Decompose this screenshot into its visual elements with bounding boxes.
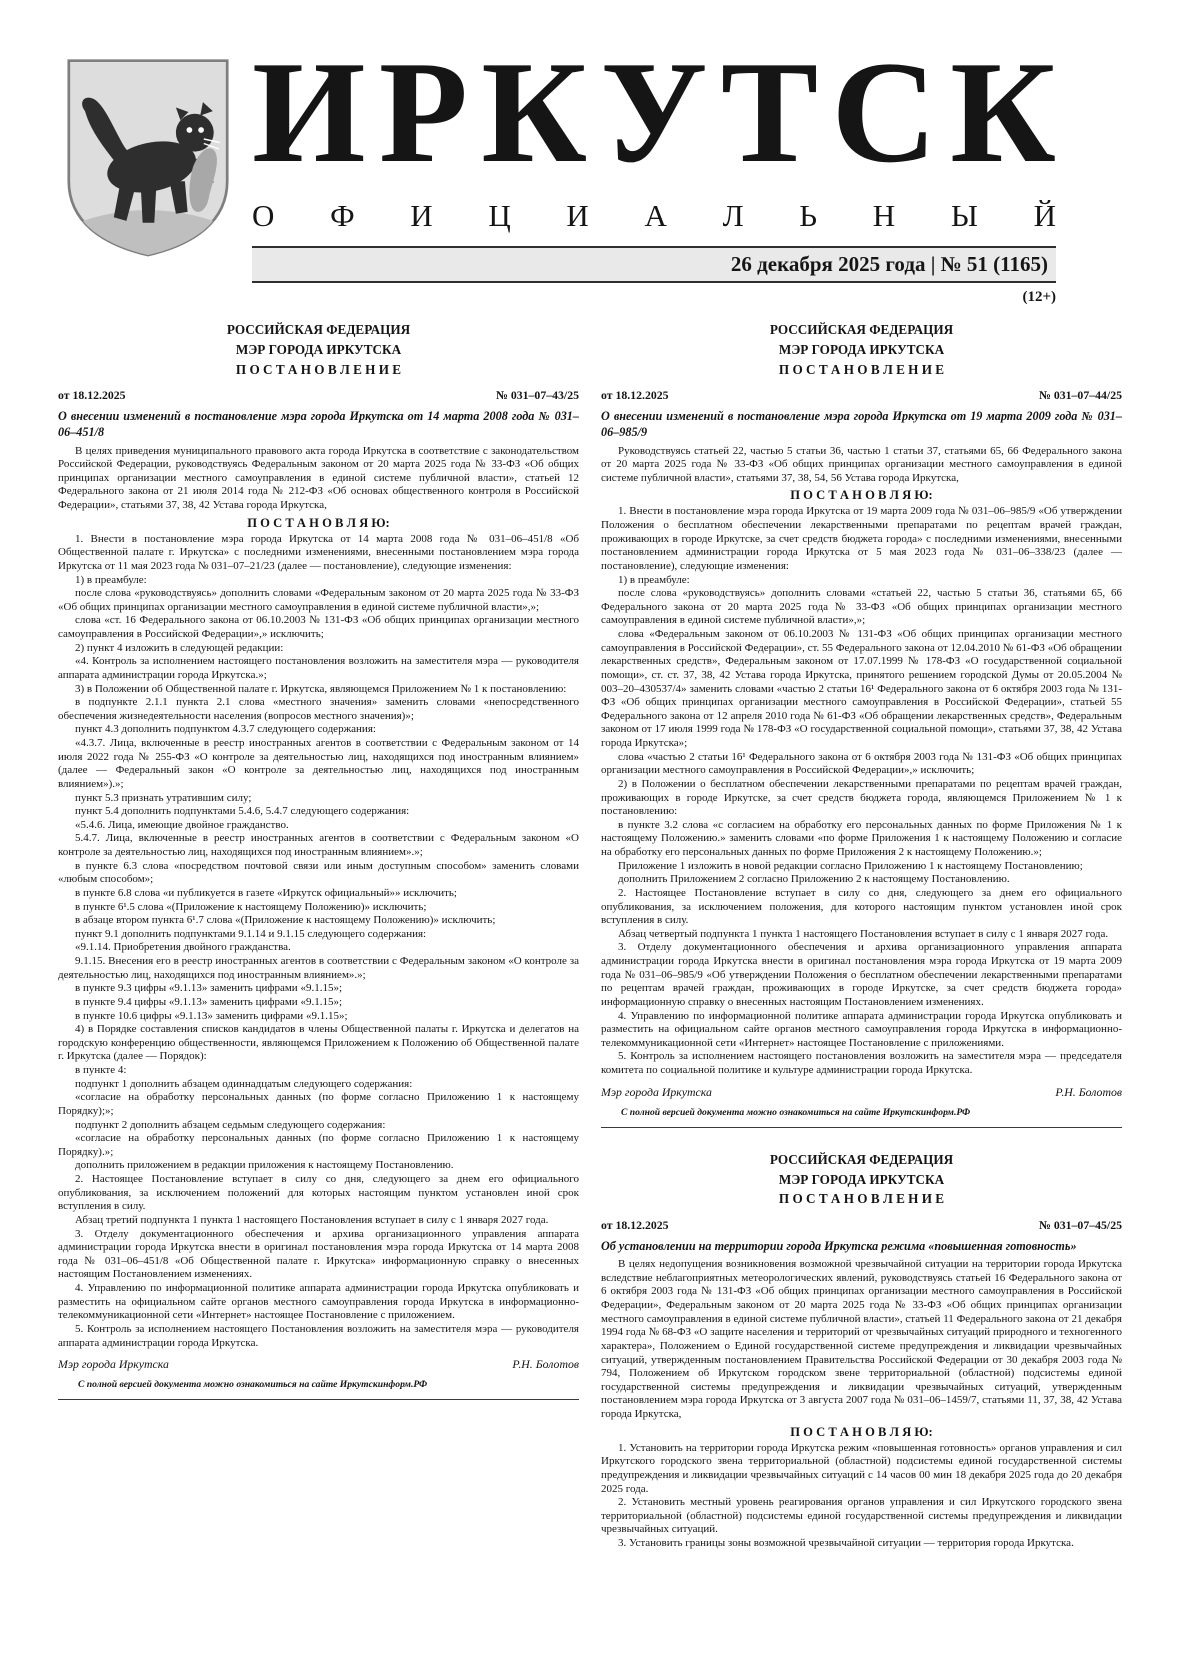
paragraph: Руководствуясь статьей 22, частью 5 статьи 36, частью 1 статьи 37, статьями 65, 66 Федерального закона от 20 марта 2025 года № 33-ФЗ «Об общих принципах организации местного самоуправления в единой системе публичной власти», статьями 37, 38, 54, 56 Устава города Иркутска, <box>601 444 1122 484</box>
doc-divider <box>58 1399 579 1400</box>
masthead-letter: К <box>950 31 1056 193</box>
doc-number: № 031–07–43/25 <box>496 388 579 403</box>
resolve-heading: П О С Т А Н О В Л Я Ю: <box>247 515 390 530</box>
masthead-letter: Й <box>1033 198 1056 233</box>
column-left <box>58 320 579 1422</box>
paragraph: подпункт 1 дополнить абзацем одиннадцатым следующего содержания: <box>75 1077 413 1090</box>
paragraph: дополнить приложением в редакции приложения к настоящему Постановлению. <box>75 1159 454 1172</box>
doc-body <box>601 445 1122 1078</box>
paragraph: «5.4.6. Лица, имеющие двойное гражданство. <box>75 818 289 831</box>
doc-date: от 18.12.2025 <box>58 388 126 403</box>
paragraph: 4. Управлению по информационной политике аппарата администрации города Иркутска опубликовать и разместить на официальном сайте органов местного самоуправления города Иркутска в информационно-телекоммуникационной сети «Интернет» настоящее Постановление с приложением. <box>58 1282 579 1322</box>
masthead-letter: И <box>410 198 433 233</box>
paragraph: 3. Отделу документационного обеспечения и архива организационного управления аппарата администрации города Иркутска внести в оригинал постановления мэра города Иркутска от 14 марта 2008 года № 031–06–451/8 «Об Общественной палате г. Иркутска» информационную справку о внесенных настоящим Постановлением изменениях. <box>58 1227 579 1281</box>
paragraph: 1) в преамбуле: <box>618 573 690 586</box>
paragraph: подпункт 2 дополнить абзацем седьмым следующего содержания: <box>75 1118 386 1131</box>
paragraph: 3. Установить границы зоны возможной чрезвычайной ситуации — территория города Иркутска. <box>618 1537 1074 1550</box>
age-rating-badge: (12+) <box>1022 289 1056 305</box>
doc-org-line-mayor: МЭР ГОРОДА ИРКУТСКА <box>235 341 402 357</box>
footnote: С полной версией документа можно ознакомиться на сайте Иркутскинформ.РФ <box>78 1379 428 1391</box>
doc-date: от 18.12.2025 <box>601 388 669 403</box>
signature-name: Р.Н. Болотов <box>1055 1084 1122 1099</box>
masthead-letter: О <box>252 198 275 233</box>
paragraph: 1. Внести в постановление мэра города Иркутска от 14 марта 2008 года № 031–06–451/8 «Об Общественной палате г. Иркутска» с последними изменениями, внесенными постановлением мэра города Иркутска от 11 мая 2023 года № 031–07–21/23 (далее — постановление), следующие изменения: <box>58 532 579 572</box>
masthead-titles <box>252 31 1056 306</box>
doc-org-line-country: РОССИЙСКАЯ ФЕДЕРАЦИЯ <box>769 322 954 337</box>
paragraph: В целях приведения муниципального правового акта города Иркутска в соответствие с законодательством Российской Федерации, руководствуясь Федеральным законом от 20 марта 2025 года № 33-ФЗ «Об общих принципах организации местного самоуправления в единой системе публичной власти», статьей 12 Федерального закона от 21 июля 2014 года № 212-ФЗ «Об основах общественного контроля в Российской Федерации», статьями 37, 38, 42 Устава города Иркутска, <box>58 444 579 512</box>
paragraph: дополнить Приложением 2 согласно Приложению 2 к настоящему Постановлению. <box>618 873 1010 886</box>
paragraph: в подпункте 2.1.1 пункта 2.1 слова «местного значения» заменить словами «непосредственного обеспечения жизнедеятельности населения (вопросов местного значения)»; <box>58 696 579 722</box>
paragraph: в пункте 9.4 цифры «9.1.13» заменить цифрами «9.1.15»; <box>75 995 343 1008</box>
paragraph: «согласие на обработку персональных данных (по форме согласно Приложению 1 к настоящему Порядку).»; <box>58 1132 579 1158</box>
paragraph: в пункте 3.2 слова «с согласием на обработку его персональных данных по форме Приложения № 1 к настоящему Положению.» заменить словами «по форме Приложения 1 к настоящему Положению и согласие на обработку его персональных данных по форме Приложения 2 к настоящему Положению.»; <box>601 818 1122 859</box>
doc-meta-row <box>601 1218 1122 1233</box>
paragraph: 5.4.7. Лица, включенные в реестр иностранных агентов в соответствии с Федеральным законом «О контроле за деятельностью лиц, находящихся под иностранным влиянием».»; <box>58 832 579 859</box>
paragraph: в абзаце втором пункта 6¹.7 слова «(Приложение к настоящему Положению)» исключить; <box>75 914 496 927</box>
paragraph: в пункте 10.6 цифры «9.1.13» заменить цифрами «9.1.15»; <box>75 1009 348 1022</box>
paragraph: 1. Внести в постановление мэра города Иркутска от 19 марта 2009 года № 031–06–985/9 «Об утверждении Положения о бесплатном обеспечении лекарственными препаратами по рецептам врачей граждан, проживающих в городе Иркутске, за счет средств бюджета города» с последними изменениями, внесенными постановлением администрации города Иркутска от 5 мая 2023 года № 031–06–338/23 (далее — постановление), следующие изменения: <box>601 505 1122 572</box>
paragraph: в пункте 4: <box>75 1064 127 1077</box>
paragraph: 4) в Порядке составления списков кандидатов в члены Общественной палаты г. Иркутска и делегатов на городскую конференцию общественности, являющемся Приложением к Положению об Общественной палате г. Иркутска (далее — Порядок): <box>58 1023 579 1063</box>
paragraph: 2. Настоящее Постановление вступает в силу со дня, следующего за днем его официального опубликования, за исключением положений для которых настоящим пунктом установлен иной срок вступления в силу. <box>58 1173 579 1213</box>
paragraph: 9.1.15. Внесения его в реестр иностранных агентов в соответствии с Федеральным законом «О контроле за деятельностью лиц, находящихся под иностранным влиянием».»; <box>58 955 579 981</box>
paragraph: 2) в Положении о бесплатном обеспечении лекарственными препаратами по рецептам врачей граждан, проживающих в городе Иркутске, за счет средств бюджета города, являющемся Приложением № 1 к постановлению: <box>601 777 1122 818</box>
doc-org-line-mayor: МЭР ГОРОДА ИРКУТСКА <box>778 1171 945 1187</box>
paragraph: пункт 5.4 дополнить подпунктами 5.4.6, 5.4.7 следующего содержания: <box>75 805 410 818</box>
doc-org-header <box>58 320 579 379</box>
masthead-letter: А <box>644 198 667 233</box>
issue-date-number: 26 декабря 2025 года | № 51 (1165) <box>730 252 1048 276</box>
masthead-letter: И <box>252 31 366 193</box>
paragraph: в пункте 6.3 слова «посредством почтовой связи или иным доступным способом» заменить словами «любым способом»; <box>58 859 579 886</box>
paragraph: пункт 9.1 дополнить подпунктами 9.1.14 и 9.1.15 следующего содержания: <box>75 927 427 940</box>
footnote: С полной версией документа можно ознакомиться на сайте Иркутскинформ.РФ <box>621 1106 971 1118</box>
newspaper-title <box>252 31 1056 193</box>
masthead-letter: Ц <box>488 198 511 233</box>
doc-meta-row <box>58 388 579 403</box>
doc-number: № 031–07–45/25 <box>1039 1218 1122 1233</box>
doc-title: О внесении изменений в постановление мэра города Иркутска от 14 марта 2008 года № 031–06–451/8 <box>58 409 579 440</box>
paragraph: слова «ст. 16 Федерального закона от 06.10.2003 № 131-ФЗ «Об общих принципах организации местного самоуправления в Российской Федерации»,» исключить; <box>58 614 579 641</box>
paragraph: 1. Установить на территории города Иркутска режим «повышенная готовность» органов управления и сил Иркутского городского звена территориальной (областной) подсистемы единой государственной системы предупреждения и ликвидации чрезвычайных ситуаций с 14 часов 00 мин 18 декабря 2025 года до 20 декабря 2025 года. <box>601 1441 1122 1495</box>
paragraph: 5. Контроль за исполнением настоящего Постановления возложить на заместителя мэра — руководителя аппарата администрации города Иркутска. <box>58 1322 579 1349</box>
masthead-letter: Н <box>872 198 896 233</box>
paragraph: «4.3.7. Лица, включенные в реестр иностранных агентов в соответствии с Федеральным законом от 14 июля 2022 года № 255-ФЗ «О контроле за деятельностью лиц, находящихся под иностранным влиянием» (далее — Федеральный закон «О контроле за деятельностью лиц, находящихся под иностранным влиянием»).»; <box>58 737 579 790</box>
resolution-document <box>601 320 1122 1128</box>
doc-org-line-country: РОССИЙСКАЯ ФЕДЕРАЦИЯ <box>226 322 411 337</box>
paragraph: после слова «руководствуясь» дополнить словами «статьей 22, частью 5 статьи 36, статьями 65, 66 Федерального закона от 20 марта 2025 года № 33-ФЗ «Об общих принципах организации местного самоуправления в единой системе публичной власти»,»; <box>601 587 1122 627</box>
column-right <box>601 320 1122 1573</box>
masthead-letter: Р <box>378 31 469 193</box>
doc-org-line-type: П О С Т А Н О В Л Е Н И Е <box>778 361 945 377</box>
paragraph: Приложение 1 изложить в новой редакции согласно Приложению 1 к настоящему Постановлению; <box>618 859 1083 872</box>
paragraph: Абзац четвертый подпункта 1 пункта 1 настоящего Постановления вступает в силу с 1 января 2027 года. <box>618 927 1109 940</box>
paragraph: пункт 5.3 признать утратившим силу; <box>75 791 252 804</box>
paragraph: 2) пункт 4 изложить в следующей редакции: <box>75 641 284 654</box>
paragraph: в пункте 6¹.5 слова «(Приложение к настоящему Положению)» исключить; <box>75 900 427 913</box>
paragraph: 1) в преамбуле: <box>75 573 147 586</box>
signature-role: Мэр города Иркутска <box>58 1357 169 1372</box>
paragraph: после слова «руководствуясь» дополнить словами «Федеральным законом от 20 марта 2025 года № 33-ФЗ «Об общих принципах организации местного самоуправления в единой системе публичной власти»,»; <box>58 587 579 613</box>
paragraph: в пункте 9.3 цифры «9.1.13» заменить цифрами «9.1.15»; <box>75 982 343 995</box>
doc-date: от 18.12.2025 <box>601 1218 669 1233</box>
paragraph: пункт 4.3 дополнить подпунктом 4.3.7 следующего содержания: <box>75 723 376 736</box>
doc-org-line-type: П О С Т А Н О В Л Е Н И Е <box>235 361 402 377</box>
doc-number: № 031–07–44/25 <box>1039 388 1122 403</box>
masthead-letter: С <box>831 31 937 193</box>
paragraph: 4. Управлению по информационной политике аппарата администрации города Иркутска опубликовать и разместить на официальном сайте органов местного самоуправления города Иркутска в информационно-телекоммуникационной сети «Интернет» настоящее Постановление с приложениями. <box>601 1009 1122 1049</box>
irkutsk-coat-of-arms-logo <box>58 42 238 272</box>
paragraph: Абзац третий подпункта 1 пункта 1 настоящего Постановления вступает в силу с 1 января 2027 года. <box>75 1213 549 1226</box>
paragraph: 3. Отделу документационного обеспечения и архива организационного управления аппарата администрации города Иркутска внести в оригинал постановления мэра города Иркутска от 19 марта 2009 года № 031–06–985/9 «Об утверждении Положения о бесплатном обеспечении лекарственными препаратами по рецептам врачей граждан, проживающих в городе Иркутске, за счет средств бюджета города» информационную справку о внесенных настоящим Постановлением изменениях. <box>601 941 1122 1008</box>
paragraph: 3) в Положении об Общественной палате г. Иркутска, являющемся Приложением № 1 к постановлению: <box>75 682 567 695</box>
paragraph: «согласие на обработку персональных данных (по форме согласно Приложению 1 к настоящему Порядку);»; <box>58 1091 579 1117</box>
resolution-document <box>58 320 579 1400</box>
signature-role: Мэр города Иркутска <box>601 1084 712 1099</box>
doc-meta-row <box>601 388 1122 403</box>
resolve-heading: П О С Т А Н О В Л Я Ю: <box>790 488 933 503</box>
signature-row <box>601 1085 1122 1100</box>
resolve-heading: П О С Т А Н О В Л Я Ю: <box>790 1424 933 1439</box>
masthead-letter: Ы <box>950 198 978 233</box>
paragraph: 2. Установить местный уровень реагирования органов управления и сил Иркутского городского звена территориальной (областной) подсистемы единой государственной системы предупреждения и ликвидации чрезвычайных ситуаций. <box>601 1496 1122 1536</box>
issue-bar <box>252 246 1056 283</box>
masthead-letter: Т <box>720 31 819 193</box>
paragraph: «9.1.14. Приобретения двойного гражданства. <box>75 941 291 954</box>
doc-org-line-mayor: МЭР ГОРОДА ИРКУТСКА <box>778 341 945 357</box>
doc-org-header <box>601 1150 1122 1209</box>
newspaper-subtitle <box>252 200 1056 231</box>
paragraph: В целях недопущения возникновения возможной чрезвычайной ситуации на территории города Иркутска вследствие неблагоприятных метеорологических явлений, руководствуясь статьей 16 Федерального закона от 6 октября 2003 года № 131-ФЗ «Об общих принципах организации местного самоуправления в Российской Федерации», Федеральным законом от 20 марта 2025 года № 33-ФЗ «Об общих принципах организации местного самоуправления в единой системе публичной власти», статьей 11 Федерального закона от 21 декабря 1994 года № 68-ФЗ «О защите населения и территорий от чрезвычайных ситуаций природного и техногенного характера», Положением о Единой государственной системе предупреждения и ликвидации чрезвычайных ситуаций, утвержденным постановлением Правительства Российской Федерации от 30 декабря 2003 года № 794, Положением об Иркутском городском звене территориальной (областной) подсистемы единой государственной системы предупреждения и ликвидации чрезвычайных ситуаций, утвержденным постановлением мэра города Иркутска от 3 августа 2007 года № 031–06–1459/7, статьями 11, 37, 38, 42 Устава города Иркутска, <box>601 1258 1122 1421</box>
masthead-letter: Л <box>722 198 744 233</box>
masthead-letter: К <box>481 31 588 193</box>
paragraph: слова «частью 2 статьи 16¹ Федерального закона от 6 октября 2003 года № 131-ФЗ «Об общих принципах организации местного самоуправления в Российской Федерации»,» исключить; <box>601 750 1122 777</box>
doc-org-line-country: РОССИЙСКАЯ ФЕДЕРАЦИЯ <box>769 1151 954 1167</box>
masthead-letter: Ф <box>330 198 355 233</box>
paragraph: 2. Настоящее Постановление вступает в силу со дня, следующего за днем его официального опубликования, за исключением положения, для которого настоящим пунктом установлен иной срок вступления в силу. <box>601 886 1122 927</box>
document-columns <box>58 320 1122 1573</box>
masthead-letter: У <box>600 31 708 193</box>
masthead-letter: И <box>566 198 589 233</box>
doc-org-header <box>601 320 1122 379</box>
paragraph: слова «Федеральным законом от 06.10.2003 № 131-ФЗ «Об общих принципах организации местного самоуправления в Российской Федерации», ст. 55 Федерального закона от 12.04.2010 № 61-ФЗ «Об обращении лекарственных средств», Федеральным законом от 17.07.1999 № 178-ФЗ «О государственной социальной помощи», ст. ст. 37, 38, 42 Устава города Иркутска, принятого решением городской Думы от 20.05.2004 № 003–20–430537/4» заменить словами «частью 2 статьи 16¹ Федерального закона от 6 октября 2003 года № 131-ФЗ «Об общих принципах организации местного самоуправления в Российской Федерации», статьей 55 Федерального закона от 12 апреля 2010 года № 61-ФЗ «Об обращении лекарственных средств», Федеральным законом от 17 июля 1999 года № 178-ФЗ «О государственной социальной помощи», статьями 37, 38, 42 Устава города Иркутска»; <box>601 628 1122 750</box>
signature-name: Р.Н. Болотов <box>512 1357 579 1372</box>
doc-title: Об установлении на территории города Иркутска режима «повышенная готовность» <box>601 1239 1077 1254</box>
doc-title: О внесении изменений в постановление мэра города Иркутска от 19 марта 2009 года № 031–06–985/9 <box>601 409 1122 440</box>
paragraph: «4. Контроль за исполнением настоящего постановления возложить на заместителя мэра — руководителя аппарата администрации города Иркутска.»; <box>58 655 579 681</box>
doc-body <box>601 1258 1122 1551</box>
masthead <box>58 31 1122 306</box>
doc-divider <box>601 1127 1122 1128</box>
paragraph: в пункте 6.8 слова «и публикуется в газете «Иркутск официальный»» исключить; <box>75 886 457 899</box>
paragraph: 5. Контроль за исполнением настоящего постановления возложить на заместителя мэра — председателя комитета по социальной политике и культуре администрации города Иркутска. <box>601 1050 1122 1077</box>
signature-row <box>58 1357 579 1372</box>
masthead-letter: Ь <box>799 198 818 233</box>
doc-body <box>58 445 579 1351</box>
doc-org-line-type: П О С Т А Н О В Л Е Н И Е <box>778 1191 945 1207</box>
resolution-document <box>601 1150 1122 1551</box>
